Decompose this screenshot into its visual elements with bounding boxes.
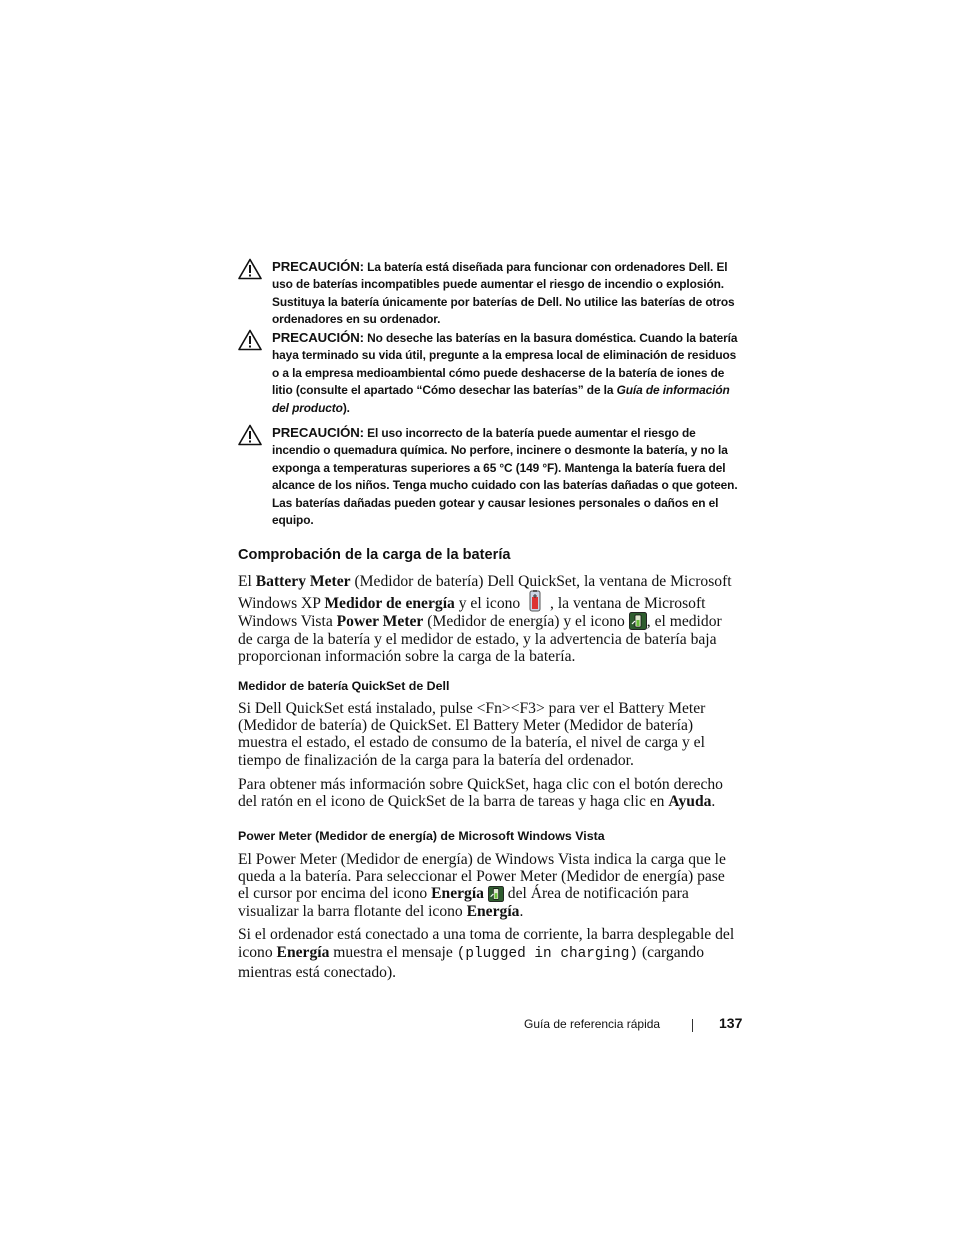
vista-text: El Power Meter (Medidor de energía) de Windows Vista indica la carga que le queda a la batería. Para seleccionar el Power Meter (Medidor de energía) pase el cursor por encima del icono bbox=[238, 851, 726, 903]
intro-text: , la ventana de Microsoft Windows Vista bbox=[238, 595, 706, 631]
energia-term: Energía bbox=[431, 885, 484, 903]
caution-battery-compatibility bbox=[238, 258, 738, 329]
quickset-paragraph-2 bbox=[238, 776, 736, 810]
vista-text: muestra el mensaje bbox=[329, 944, 457, 962]
intro-text: El bbox=[238, 573, 256, 590]
caution-text-end: ). bbox=[342, 400, 350, 415]
vista-heading: Power Meter (Medidor de energía) de Microsoft Windows Vista bbox=[238, 829, 605, 843]
footer-title: Guía de referencia rápida bbox=[524, 1017, 661, 1031]
quickset-text: . bbox=[711, 793, 716, 811]
footer-separator bbox=[692, 1019, 693, 1032]
intro-text: (Medidor de batería) Dell QuickSet, la ventana de Microsoft Windows XP bbox=[238, 573, 732, 613]
warning-triangle-icon bbox=[238, 258, 262, 280]
caution-battery-misuse bbox=[238, 424, 738, 529]
power-meter-icon bbox=[629, 612, 647, 630]
vista-paragraph-1 bbox=[238, 851, 736, 920]
vista-paragraph-2 bbox=[238, 926, 736, 982]
quickset-text: Para obtener más información sobre QuickSet, haga clic con el botón derecho del ratón en el icono de QuickSet de la barra de tareas y haga clic en bbox=[238, 776, 723, 811]
intro-text: (Medidor de energía) y el icono bbox=[423, 613, 629, 631]
intro-text: y el icono bbox=[454, 595, 525, 613]
battery-meter-icon bbox=[524, 590, 546, 612]
quickset-heading: Medidor de batería QuickSet de Dell bbox=[238, 679, 450, 693]
vista-text: (cargando mientras está conectado). bbox=[238, 944, 705, 981]
product-guide-reference: Guía de información del producto bbox=[272, 383, 730, 415]
caution-battery-disposal bbox=[238, 329, 738, 417]
caution-label: PRECAUCIÓN: bbox=[272, 259, 364, 274]
caution-label: PRECAUCIÓN: bbox=[272, 425, 364, 440]
section-title: Comprobación de la carga de la batería bbox=[238, 547, 511, 563]
intro-paragraph bbox=[238, 573, 736, 665]
power-meter-icon bbox=[488, 886, 504, 902]
power-meter-term: Power Meter bbox=[336, 613, 424, 631]
caution-text: No deseche las baterías en la basura doméstica. Cuando la batería haya terminado su vida útil, pregunte a la empresa local de eliminación de residuos o a la empresa medioambiental cómo puede deshacerse de la batería de iones de litio (consulte el apartado “Cómo desechar las baterías” de la bbox=[272, 331, 738, 398]
warning-triangle-icon bbox=[238, 424, 262, 446]
vista-text: del Área de notificación para visualizar la barra flotante del icono bbox=[238, 885, 689, 920]
caution-text: La batería está diseñada para funcionar con ordenadores Dell. El uso de baterías incompatibles puede aumentar el riesgo de incendio o explosión. Sustituya la batería únicamente por baterías de Dell. No utilice las baterías de otros ordenadores en su ordenador. bbox=[272, 260, 735, 327]
intro-text: , el medidor de carga de la batería y el medidor de estado, y la advertencia de batería baja proporcionan información sobre la carga de la batería. bbox=[238, 613, 722, 665]
medidor-energia-term: Medidor de energía bbox=[324, 595, 455, 613]
vista-text: . bbox=[519, 902, 524, 920]
page-number: 137 bbox=[719, 1015, 743, 1031]
energia-term: Energía bbox=[466, 902, 520, 920]
caution-label: PRECAUCIÓN: bbox=[272, 330, 364, 345]
ayuda-term: Ayuda bbox=[668, 793, 712, 811]
energia-term: Energía bbox=[276, 944, 330, 962]
battery-meter-term: Battery Meter bbox=[255, 573, 351, 590]
caution-text: El uso incorrecto de la batería puede aumentar el riesgo de incendio o quemadura química. No perfore, incinere o desmonte la batería, y no la exponga a temperaturas superiores a 65 °C (149 °F). Mantenga la batería fuera del alcance de los niños. Tenga mucho cuidado con las baterías dañadas o que goteen. Las baterías dañadas pueden gotear y causar lesiones personales o daños en el equipo. bbox=[272, 426, 738, 528]
plugged-in-message: (plugged in charging) bbox=[456, 946, 639, 963]
warning-triangle-icon bbox=[238, 329, 262, 351]
quickset-paragraph-1: Si Dell QuickSet está instalado, pulse <Fn><F3> para ver el Battery Meter (Medidor de batería) de QuickSet. El Battery Meter (Medidor de batería) muestra el estado, el estado de consumo de la batería, el nivel de carga y el tiempo de finalización de la carga para la batería del ordenador. bbox=[238, 700, 706, 769]
vista-text: Si el ordenador está conectado a una toma de corriente, la barra desplegable del icono bbox=[238, 926, 735, 962]
